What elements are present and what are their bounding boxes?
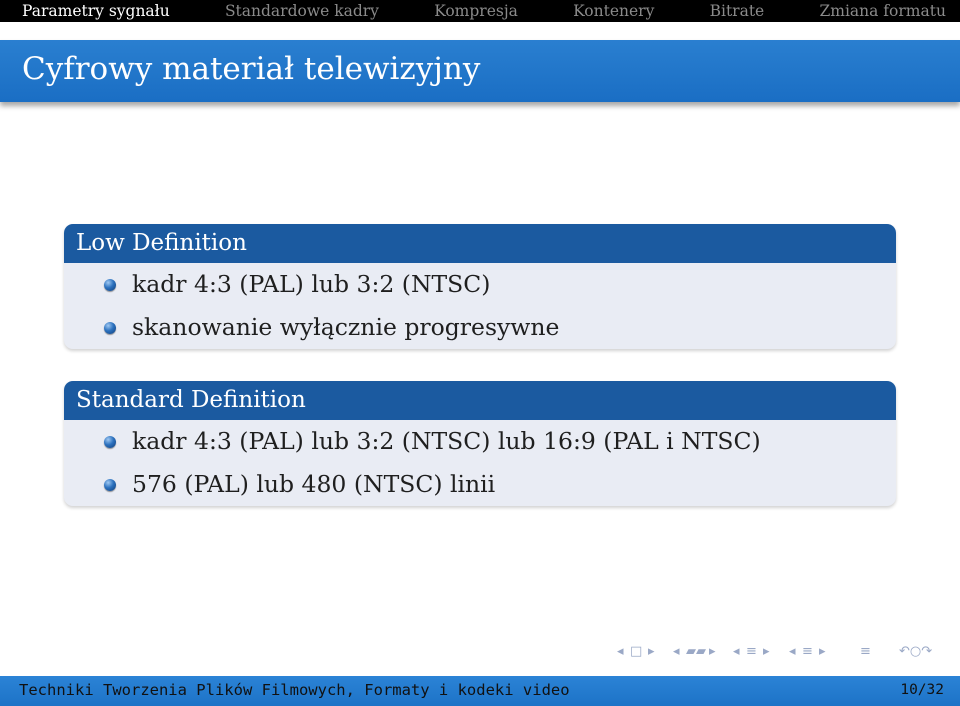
list-item-text: 576 (PAL) lub 480 (NTSC) linii — [132, 470, 496, 498]
list-item — [64, 263, 896, 306]
nav-item-parametry-sygnalu[interactable]: Parametry sygnału — [22, 2, 170, 20]
part-next-icon[interactable]: ▸ — [819, 644, 826, 659]
frame-icon[interactable]: □ — [630, 644, 643, 659]
list-item — [64, 463, 896, 506]
footer-bar — [0, 676, 960, 706]
nav-item-bitrate[interactable]: Bitrate — [709, 2, 765, 20]
bullet-list — [64, 263, 896, 349]
nav-item-standardowe-kadry[interactable]: Standardowe kadry — [224, 2, 379, 20]
subsection-prev-icon[interactable]: ◂ — [673, 644, 680, 659]
bullet-list — [64, 420, 896, 506]
footer-title: Techniki Tworzenia Plików Filmowych, Formaty i kodeki video — [19, 681, 570, 699]
section-prev-icon[interactable]: ◂ — [733, 644, 740, 659]
nav-item-kompresja[interactable]: Kompresja — [434, 2, 518, 20]
bullet-icon — [104, 322, 116, 334]
section-icon[interactable]: ≡ — [746, 644, 757, 659]
block-title: Low Definition — [64, 224, 896, 263]
frame-title-bar — [0, 40, 960, 102]
subsection-icon[interactable]: ▰▰ — [686, 644, 706, 659]
block-title: Standard Definition — [64, 381, 896, 420]
frame-next-icon[interactable]: ▸ — [648, 644, 655, 659]
part-icon[interactable]: ≡ — [802, 644, 813, 659]
subsection-next-icon[interactable]: ▸ — [709, 644, 716, 659]
list-item-text: kadr 4:3 (PAL) lub 3:2 (NTSC) — [132, 270, 491, 298]
list-item-text: skanowanie wyłącznie progresywne — [132, 313, 560, 341]
list-item — [64, 306, 896, 349]
document-icon[interactable]: ≡ — [860, 644, 871, 659]
block-low-definition — [64, 224, 896, 349]
nav-item-zmiana-formatu[interactable]: Zmiana formatu — [819, 2, 946, 20]
navigation-symbols — [617, 644, 955, 664]
block-standard-definition — [64, 381, 896, 506]
section-navigation — [0, 0, 960, 22]
page-title: Cyfrowy materiał telewizyjny — [22, 51, 481, 87]
list-item — [64, 420, 896, 463]
bullet-icon — [104, 479, 116, 491]
bullet-icon — [104, 436, 116, 448]
part-prev-icon[interactable]: ◂ — [789, 644, 796, 659]
nav-item-kontenery[interactable]: Kontenery — [573, 2, 655, 20]
search-back-forward-icon[interactable]: ↶○↷ — [899, 644, 933, 659]
frame-prev-icon[interactable]: ◂ — [617, 644, 624, 659]
page-number: 10/32 — [900, 682, 944, 698]
bullet-icon — [104, 279, 116, 291]
section-next-icon[interactable]: ▸ — [763, 644, 770, 659]
list-item-text: kadr 4:3 (PAL) lub 3:2 (NTSC) lub 16:9 (PAL i NTSC) — [132, 427, 761, 455]
